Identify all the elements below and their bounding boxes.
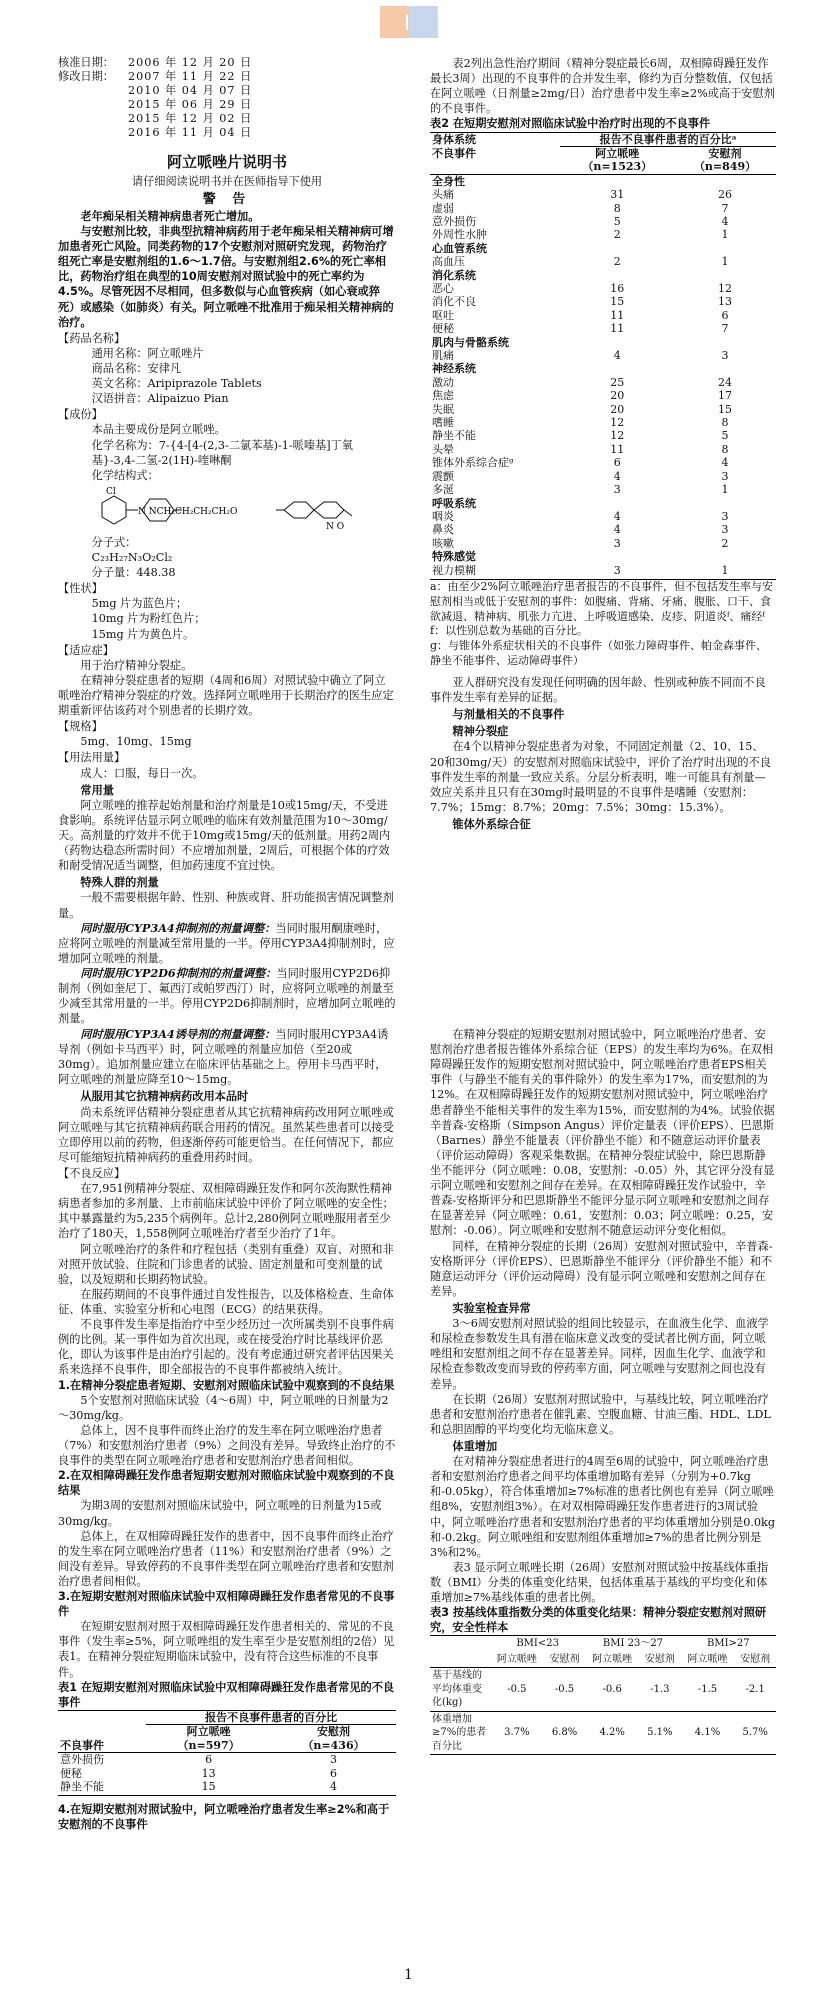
spec-value: 5mg、10mg、15mg — [80, 735, 192, 749]
dosage-text: 一般不需要根据年龄、性别、种族或肾、肝功能损害情况调整剂量。 — [58, 891, 394, 920]
table-row-label: 肌痛 — [432, 349, 454, 363]
table1-header-placebo: 安慰剂 — [317, 1725, 351, 1739]
table3-cell: 5.7% — [742, 1727, 768, 1739]
table-category-row — [430, 362, 776, 375]
dosage-heading: 特殊人群的剂量 — [80, 876, 159, 890]
adverse-events-table-1 — [58, 1710, 396, 1793]
subsection-heading-2: 2.在双相障碍躁狂发作患者短期安慰剂对照临床试验中观察到的不良结果 — [58, 1469, 395, 1498]
table2-header-aripiprazole-n: （n=1523） — [582, 160, 653, 174]
table-cell: 3 — [613, 536, 621, 550]
subsection-text: 总体上，在双相障碍躁狂发作的患者中，因不良事件而终止治疗的发生率在阿立哌唑治疗患者（11%）和安慰剂治疗患者（9%）之间没有差异。导致停药的不良事件类型在阿立哌唑治疗患者和安慰剂治疗患者间相似。 — [58, 1529, 394, 1588]
table-cell: 1 — [721, 483, 729, 497]
table2-header-aripiprazole: 阿立哌唑 — [595, 146, 640, 160]
table-row-label: 便秘 — [432, 322, 454, 336]
table-cell: 13 — [201, 1766, 216, 1780]
chemical-name: 化学名称为：7-{4-[4-(2,3-二氯苯基)-1-哌嗪基]丁氧基}-3,4-二氢-2(1H)-喹啉酮 — [91, 438, 353, 467]
warning-lead: 老年痴呆相关精神病患者死亡增加。 — [80, 209, 260, 223]
table-row-label: 嗜睡 — [432, 416, 454, 430]
column-top-right — [430, 56, 776, 832]
dosage-text: 当同时服用CYP3A4诱导剂（例如卡马西平）时，阿立哌唑的剂量应加倍（至20或30mg）。追加剂量应建立在临床评估基础之上。停用卡马西平时，阿立哌唑的剂量应降至10～15mg。 — [58, 1028, 389, 1087]
table-cell: 6 — [613, 456, 621, 470]
table-cell: 3 — [613, 563, 621, 577]
table3-title: 表3 按基线体重指数分类的体重变化结果：精神分裂症安慰剂对照研究，安全性样本 — [430, 1606, 767, 1635]
table-row-label: 呼吸系统 — [432, 496, 476, 510]
table-cell: 17 — [718, 389, 733, 403]
generic-name: 通用名称：阿立哌唑片 — [91, 346, 204, 360]
main-ingredient: 本品主要成份是阿立哌唑。 — [91, 423, 226, 437]
table-row-label: 多涎 — [432, 483, 454, 497]
molecular-weight: 分子量：448.38 — [91, 566, 176, 580]
table-row — [430, 255, 776, 268]
switch-heading: 从服用其它抗精神病药改用本品时 — [80, 1090, 249, 1104]
table-cell: 24 — [718, 375, 733, 389]
trade-name: 商品名称：安律凡 — [91, 362, 182, 375]
table3-group-bmi-low: BMI<23 — [516, 1638, 559, 1650]
cyp2d6-inhibitor-heading: 同时服用CYP2D6抑制剂的剂量调整： — [80, 965, 277, 980]
table-row-label: 消化不良 — [432, 295, 476, 309]
table3-cell: 6.8% — [551, 1727, 578, 1739]
revision-date-label: 修改日期： — [58, 70, 114, 83]
section-label-dosage: 【用法用量】 — [58, 751, 126, 765]
table-category-row — [430, 242, 776, 255]
dosage-text: 成人：口服，每日一次。 — [80, 766, 204, 780]
table-row — [430, 202, 776, 215]
subsection-heading-4: 4.在短期安慰剂对照试验中，阿立哌唑治疗患者发生率≥2%和高于安慰剂的不良事件 — [58, 1803, 390, 1832]
struct-nh-label: N O — [326, 521, 345, 532]
adverse-text: 在服药期间的不良事件通过自发性报告，以及体格检查、生命体征、体重、实验室分析和心电图（ECG）的结果获得。 — [58, 1287, 394, 1316]
eps-text: 同样，在精神分裂症的长期（26周）安慰剂对照试验中，辛普森-安格斯评分（评价EPS）、巴恩斯静坐不能评分（评价静坐不能）和不随意运动评分（评价运动障碍）没有显示阿立哌唑和安慰剂之间存在差异。 — [430, 1239, 773, 1298]
table-row — [430, 537, 776, 550]
document-title: 阿立哌唑片说明书 — [166, 153, 287, 171]
table-cell: 20 — [610, 389, 625, 403]
table2-header-placebo-n: （n=849） — [693, 160, 757, 174]
table-cell: 4 — [613, 523, 621, 537]
struct-cl-label: Cl — [106, 486, 116, 497]
table1-header-placebo-n: （n=436） — [302, 1738, 365, 1752]
table-row — [430, 215, 776, 228]
table-cell: 12 — [610, 429, 625, 443]
subsection-text: 在短期安慰剂对照于双相障碍躁狂发作患者相关的、常见的不良事件（发生率≥5%，阿立哌唑组的发生率至少是安慰剂组的2倍）见表1。在精神分裂症短期临床试验中，没有符合这些标准的不良事件。 — [58, 1620, 395, 1679]
struct-chain-label: N NCH₂CH₂CH₂CH₂O — [138, 506, 238, 517]
section-label-name: 【药品名称】 — [58, 331, 126, 345]
table-row — [430, 376, 776, 389]
table-row-label: 意外损伤 — [60, 1753, 104, 1767]
weight-heading: 体重增加 — [452, 1439, 498, 1453]
table3-cell: 5.1% — [647, 1727, 673, 1739]
table2-footnote-a: a：由至少2%阿立哌唑治疗患者报告的不良事件，但不包括发生率与安慰剂相当或低于安慰剂的事件：如腹痛、背痛、牙痛、腹胀、口干、食欲减退、精神病、肌张力亢进、上呼吸道感染、皮疹、阴道炎ᶠ、痛经ᶠ — [430, 579, 774, 623]
table-cell: 16 — [610, 282, 625, 296]
table-row — [430, 389, 776, 402]
dosage-text: 当同时服用CYP2D6抑制剂（例如奎尼丁、氟西汀或帕罗西汀）时，应将阿立哌唑的剂量至少减至其常用量的一半。停用CYP2D6抑制剂时，应增加阿立哌唑的剂量。 — [58, 966, 396, 1026]
table-cell: 11 — [610, 442, 625, 456]
warning-body: 与安慰剂比较，非典型抗精神病药用于老年痴呆相关精神病可增加患者死亡风险。同类药物的17个安慰剂对照研究发现，药物治疗组死亡率是安慰剂组的1.6～1.7倍。与安慰剂组2.6%的死亡率相比，药物治疗组在典型的10周安慰剂对照试验中的死亡率约为4.5%。尽管死因不尽相同，但多数似与心血管疾病（如心衰或猝死）或感染（如肺炎）有关。阿立哌唑不批准用于痴呆相关精神病的治疗。 — [58, 225, 394, 329]
table-cell: 4 — [613, 349, 621, 363]
table-row — [430, 282, 776, 295]
table-cell: 2 — [613, 255, 621, 269]
table2-header-event: 不良事件 — [432, 146, 476, 160]
formula-label: 分子式： — [91, 535, 137, 549]
table-cell: 20 — [610, 402, 625, 416]
table1-header-percent: 报告不良事件患者的百分比 — [146, 1710, 396, 1724]
molecular-formula: C₂₃H₂₇N₃O₂Cl₂ — [91, 550, 173, 564]
revision-date: 2007 年 11 月 22 日 — [128, 70, 253, 83]
table-row — [430, 510, 776, 523]
table2-intro: 表2列出急性治疗期间（精神分裂症最长6周，双相障碍躁狂发作最长3周）出现的不良事件的合并发生率，修约为百分整数值，仅包括在阿立哌唑（日剂量≥2mg/日）治疗患者中发生率≥2%或高于安慰剂的不良事件。 — [430, 57, 775, 116]
subsection-text: 总体上，因不良事件而终止治疗的发生率在阿立哌唑治疗患者（7%）和安慰剂治疗患者（9%）之间没有差异。导致终止治疗的不良事件的类型在阿立哌唑治疗患者和安慰剂治疗患者间相似。 — [58, 1423, 396, 1468]
table-row-label: 失眠 — [432, 402, 454, 416]
table2-header-placebo: 安慰剂 — [708, 146, 742, 160]
table-row-label: 高血压 — [432, 255, 465, 269]
table-row-label: 激动 — [432, 375, 454, 389]
adverse-text: 阿立哌唑治疗的条件和疗程包括（类别有重叠）双盲、对照和非对照开放试验、住院和门诊患者的试验、固定剂量和可变剂量的试验，以及短期和长期药物试验。 — [58, 1242, 394, 1286]
table-cell: 4 — [613, 469, 621, 483]
table-row — [430, 188, 776, 201]
table-category-row — [430, 269, 776, 282]
table-cell: 6 — [721, 308, 729, 322]
table3-cell: 3.7% — [504, 1727, 530, 1739]
table-cell: 11 — [610, 322, 625, 336]
table-row-label: 视力模糊 — [432, 563, 476, 577]
table-row — [430, 349, 776, 362]
table-row — [58, 1780, 396, 1793]
table-cell: 15 — [201, 1779, 216, 1793]
column-bottom-right — [430, 1027, 776, 1755]
table2-header-percent: 报告不良事件患者的百分比ᵃ — [560, 132, 776, 146]
table-cell: 3 — [613, 483, 621, 497]
table1-header-aripiprazole: 阿立哌唑 — [186, 1725, 231, 1739]
table3-header-placebo: 安慰剂 — [549, 1653, 580, 1665]
table-cell: 8 — [721, 416, 729, 430]
dosage-text: 阿立哌唑的推荐起始剂量和治疗剂量是10或15mg/天，不受进食影响。系统评估显示阿立哌唑的临床有效剂量范围为10～30mg/天。高剂量的疗效并不优于10mg或15mg/天的低剂量。用药2周内（药物达稳态所需时间）不应增加剂量，2周后，可根据个体的疗效和耐受情况适当调整，但加药速度不宜过快。 — [58, 798, 391, 873]
revision-date: 2016 年 11 月 04 日 — [128, 126, 253, 139]
table3-group-bmi-high: BMI>27 — [706, 1638, 750, 1650]
table-row — [430, 228, 776, 241]
table-cell: 4 — [721, 456, 729, 470]
dose-related-text: 在4个以精神分裂症患者为对象，不同固定剂量（2、10、15、20和30mg/天）的安慰剂对照临床试验中，评价了治疗时出现的不良事件发生率的剂量一致应关系。分层分析表明，唯一可能具有剂量—效应关系并且只有在30mg时最明显的不良事件是嗜睡（安慰剂：7.7%；15mg：8.7%；20mg：7.5%；30mg：15.3%）。 — [430, 740, 771, 814]
table3-header-aripiprazole: 阿立哌唑 — [592, 1653, 633, 1665]
table-cell: 1 — [721, 228, 729, 242]
table-row — [430, 523, 776, 536]
subsection-text: 5个安慰剂对照临床试验（4～6周）中，阿立哌唑的日剂量为2～30mg/kg。 — [58, 1393, 389, 1422]
table2-header-system: 身体系统 — [432, 133, 476, 147]
column-bottom-left — [58, 1027, 396, 1833]
table-cell: 5 — [613, 214, 621, 228]
table-row — [430, 456, 776, 469]
english-name: 英文名称：Aripiprazole Tablets — [91, 377, 262, 391]
subsection-heading-1: 1.在精神分裂症患者短期、安慰剂对照临床试验中观察到的不良结果 — [58, 1378, 395, 1392]
section-label-appearance: 【性状】 — [58, 582, 103, 596]
chemical-structure-diagram — [80, 485, 396, 533]
table-row-label: 消化系统 — [432, 268, 476, 282]
adverse-events-table-2 — [430, 132, 776, 577]
table3-cell: -0.6 — [602, 1683, 622, 1695]
switch-text: 尚未系统评估精神分裂症患者从其它抗精神病药改用阿立哌唑或阿立哌唑与其它抗精神病药联合用药的情况。虽然某些患者可以接受立即停用以前的药物，但逐渐停药可能更恰当。在任何情况下，都应尽可能缩短抗精神病药的重叠用药时间。 — [58, 1105, 394, 1164]
table-row-label: 特殊感觉 — [432, 550, 476, 564]
table-row — [58, 1753, 396, 1767]
table-category-row — [430, 336, 776, 349]
approval-date-label: 核准日期： — [58, 56, 114, 69]
table-row-label: 虚弱 — [432, 201, 454, 215]
table-row-label: 头晕 — [432, 442, 454, 456]
table-row — [430, 564, 776, 577]
table-row-label: 全身性 — [432, 174, 465, 188]
table-cell: 1 — [721, 255, 729, 269]
section-label-adverse: 【不良反应】 — [58, 1166, 126, 1180]
dose-related-heading: 与剂量相关的不良事件 — [452, 708, 565, 722]
cyp3a4-inducer-heading: 同时服用CYP3A4诱导剂的剂量调整： — [80, 1027, 276, 1041]
table-row — [430, 309, 776, 322]
table3-header-placebo: 安慰剂 — [740, 1653, 771, 1665]
table-cell: 2 — [721, 536, 729, 550]
table3-header-placebo: 安慰剂 — [644, 1653, 675, 1665]
table-row-label: 咽炎 — [432, 509, 454, 523]
table-row-label: 焦虑 — [432, 389, 454, 403]
table-cell: 15 — [718, 402, 733, 416]
table-cell: 3 — [721, 509, 729, 523]
table3-header-aripiprazole: 阿立哌唑 — [687, 1653, 728, 1665]
table-row-label: 咳嗽 — [432, 536, 454, 550]
dosage-heading: 常用量 — [80, 783, 114, 797]
table-category-row — [430, 550, 776, 563]
table-category-row — [430, 497, 776, 510]
indication-text: 用于治疗精神分裂症。 — [80, 658, 193, 672]
table-row — [430, 416, 776, 429]
table-row — [430, 295, 776, 308]
table1-header-event: 不良事件 — [60, 1738, 104, 1752]
table3-group-bmi-mid: BMI 23～27 — [602, 1638, 664, 1650]
appearance-line: 15mg 片为黄色片。 — [91, 627, 195, 641]
table-row — [58, 1767, 396, 1780]
table-cell: 12 — [610, 416, 625, 430]
eps-heading: 锥体外系综合征 — [452, 818, 531, 831]
table-cell: 4 — [330, 1779, 338, 1793]
table3-cell: -0.5 — [554, 1683, 575, 1695]
table-row-label: 静坐不能 — [432, 429, 476, 443]
cyp3a4-inhibitor-heading: 同时服用CYP3A4抑制剂的剂量调整： — [80, 920, 276, 935]
table-cell: 1 — [721, 563, 729, 577]
table-cell: 26 — [718, 188, 733, 202]
table-cell: 31 — [610, 188, 625, 202]
subsection-text: 为期3周的安慰剂对照临床试验中，阿立哌唑的日剂量为15或30mg/kg。 — [58, 1499, 382, 1528]
table3-intro: 表3 显示阿立哌唑长期（26周）安慰剂对照试验中按基线体重指数（BMI）分类的体重变化结果，包括体重基于基线的平均变化和体重增加≥7%基线体重的患者比例。 — [430, 1560, 769, 1605]
table-row-label: 鼻炎 — [432, 523, 454, 537]
dosage-text: 当同时服用酮康唑时，应将阿立哌唑的剂量减至常用量的一半。停用CYP3A4抑制剂时，应增加阿立哌唑的剂量。 — [58, 921, 395, 965]
schizophrenia-heading: 精神分裂症 — [452, 725, 509, 739]
table3-cell: -0.5 — [507, 1683, 527, 1695]
table-cell: 8 — [721, 442, 729, 456]
eps-text: 在精神分裂症的短期安慰剂对照试验中，阿立哌唑治疗患者、安慰剂治疗患者报告锥体外系综合征（EPS）的发生率均为6%。在双相障碍躁狂发作的短期安慰剂对照试验中，阿立哌唑治疗患者EPS相关事件（与静坐不能有关的事件除外）的发生率为17%，而安慰剂的为12%。在双相障碍躁狂发作的短期安慰剂对照试验中，阿立哌唑治疗患者静坐不能相关事件的发生率为15%，而安慰剂的为4%。试验依据辛普森-安格斯（Simpson Angus）评价定量表（评价EPS）、巴恩斯（Barnes）静坐不能量表（评价静坐不能）和不随意运动评价量表（评价运动障碍）客观采集数据。在精神分裂症试验中，除巴恩斯静坐不能评分（阿立哌唑：0.08，安慰剂：-0.05）外，其它评分没有显示阿立哌唑和安慰剂之间存在差异。在双相障碍躁狂发作试验中，辛普森-安格斯评分和巴恩斯静坐不能评分显示阿立哌唑和安慰剂之间存在显著差异（阿立哌唑：0.61，安慰剂：0.03；阿立哌唑：0.25，安慰剂：-0.06）。阿立哌唑和安慰剂不随意运动评分变化相似。 — [430, 1028, 775, 1238]
table-row — [430, 483, 776, 496]
lab-text: 在长期（26周）安慰剂对照试验中，与基线比较，阿立哌唑治疗患者和安慰剂治疗患者在催乳素、空腹血糖、甘油三酯、HDL、LDL和总胆固醇的平均变化均无临床意义。 — [430, 1392, 771, 1436]
table-row-label: 外周性水肿 — [432, 228, 487, 242]
table-cell: 11 — [610, 308, 625, 322]
structure-label: 化学结构式： — [91, 468, 159, 482]
table-row — [430, 470, 776, 483]
revision-date: 2015 年 12 月 02 日 — [128, 112, 253, 125]
table-cell: 6 — [205, 1753, 213, 1767]
warning-heading: 警 告 — [202, 192, 252, 208]
table2-footnote-g: g：与锥体外系症状相关的不良事件（如张力障碍事件、帕金森事件、静坐不能事件、运动障碍事件） — [430, 639, 768, 668]
table3-cell: -1.3 — [650, 1683, 670, 1695]
subsection-heading-3: 3.在短期安慰剂对照临床试验中双相障碍躁狂发作患者常见的不良事件 — [58, 1590, 395, 1619]
table-cell: 8 — [613, 201, 621, 215]
weight-text: 在对精神分裂症患者进行的4周至6周的试验中，阿立哌唑治疗患者和安慰剂治疗患者之间平均体重增加略有差异（分别为+0.7kg和-0.05kg），符合体重增加≥7%标准的患者比例也有差异（阿立哌唑组8%，安慰剂组3%）。在对双相障碍躁狂发作患者进行的3周试验中，阿立哌唑治疗患者和安慰剂治疗患者的平均体重增加分别是0.0kg和-0.2kg。阿立哌唑组和安慰剂组体重增加≥7%的患者比例分别是3%和2%。 — [430, 1455, 775, 1559]
table3-row-label: 体重增加≥7%的患者百分比 — [432, 1713, 487, 1752]
table-row-label: 呕吐 — [432, 308, 454, 322]
publisher-logo — [380, 6, 438, 38]
table1-header-aripiprazole-n: （n=597） — [177, 1738, 240, 1752]
table-cell: 12 — [718, 282, 733, 296]
table-cell: 4 — [613, 509, 621, 523]
table-row-label: 肌肉与骨骼系统 — [432, 335, 509, 349]
table-cell: 13 — [718, 295, 733, 309]
document-subtitle: 请仔细阅读说明书并在医师指导下使用 — [131, 175, 323, 189]
table-category-row — [430, 174, 776, 188]
table-cell: 3 — [330, 1753, 338, 1767]
table3-cell: 4.1% — [694, 1727, 721, 1739]
table-cell: 6 — [330, 1766, 338, 1780]
table3-row-label: 基于基线的平均体重变化(kg) — [432, 1670, 482, 1709]
lab-text: 3～6周安慰剂对照试验的组间比较显示，在血液生化学、血液学和尿检查参数发生具有潜在临床意义改变的受试者比例方面，阿立哌唑组和安慰剂组之间不存在显著差异。同样，因血生化学、血液学和尿检查参数改变而导致的停药率方面，阿立哌唑与安慰剂之间也没有差异。 — [430, 1317, 769, 1391]
table-cell: 3 — [721, 469, 729, 483]
table1-title: 表1 在短期安慰剂对照临床试验中双相障碍躁狂发作患者常见的不良事件 — [58, 1680, 395, 1709]
table-cell: 25 — [610, 375, 625, 389]
table2-title: 表2 在短期安慰剂对照临床试验中治疗时出现的不良事件 — [430, 117, 711, 131]
indication-text: 在精神分裂症患者的短期（4周和6周）对照试验中确立了阿立哌唑治疗精神分裂症的疗效。选择阿立哌唑用于长期治疗的医生应定期重新评估该药对个别患者的长期疗效。 — [58, 673, 394, 718]
lab-heading: 实验室检查异常 — [452, 1301, 531, 1315]
table-cell: 7 — [721, 322, 729, 336]
table-row-label: 头痛 — [432, 188, 454, 202]
adverse-text: 在7,951例精神分裂症、双相障碍躁狂发作和阿尔茨海默性精神病患者参加的多剂量、上市前临床试验中评价了阿立哌唑的安全性；其中暴露量约为5,235个病例年。总计2,280例阿立哌唑服用者至少治疗了180天，1,558例阿立哌唑治疗者至少治疗了1年。 — [58, 1182, 394, 1241]
adverse-text: 不良事件发生率是指治疗中至少经历过一次所属类别不良事件病例的比例。某一事件如为首次出现，或在接受治疗时比基线评价恶化，即认为该事件是由治疗引起的。没有考虑通过研究者评估因果关系来选择不良事件，即全部报告的不良事件都被纳入统计。 — [58, 1318, 394, 1377]
table-row-label: 锥体外系综合症ᵍ — [432, 456, 514, 470]
revision-date: 2010 年 04 月 07 日 — [128, 84, 253, 97]
table-row-label: 震颤 — [432, 469, 454, 483]
demographics-text: 亚人群研究没有发现任何明确的因年龄、性别或种族不同而不良事件发生率有差异的证据。 — [430, 676, 766, 705]
appearance-line: 10mg 片为粉红色片； — [91, 612, 206, 626]
section-label-indication: 【适应症】 — [58, 643, 114, 657]
table-cell: 15 — [610, 295, 625, 309]
table-cell: 3 — [721, 349, 729, 363]
section-label-spec: 【规格】 — [58, 720, 103, 734]
table-row-label: 便秘 — [60, 1766, 82, 1780]
table-row-label: 静坐不能 — [60, 1779, 104, 1793]
table-cell: 2 — [613, 228, 621, 242]
table-row — [430, 429, 776, 442]
logo-letter: I — [404, 11, 410, 35]
table-row — [430, 322, 776, 335]
appearance-line: 5mg 片为蓝色片； — [91, 597, 188, 611]
table3-cell: 4.2% — [599, 1727, 625, 1739]
weight-change-table-3 — [430, 1635, 776, 1755]
table-row-label: 心血管系统 — [432, 241, 487, 255]
table-row-label: 意外损伤 — [432, 214, 476, 228]
table3-cell: -2.1 — [745, 1683, 765, 1695]
column-top-left — [58, 56, 396, 1026]
table-cell: 7 — [721, 201, 729, 215]
table-row — [430, 403, 776, 416]
table2-footnote-f: f：以性别总数为基础的百分比。 — [430, 624, 589, 638]
table-row-label: 神经系统 — [432, 362, 476, 376]
table-cell: 4 — [721, 214, 729, 228]
pinyin-name: 汉语拼音：Alipaizuo Pian — [91, 392, 229, 406]
approval-date: 2006 年 12 月 20 日 — [128, 56, 253, 69]
table-cell: 3 — [721, 523, 729, 537]
date-block — [58, 56, 396, 140]
page-number: 1 — [404, 1967, 413, 1983]
table-row-label: 恶心 — [432, 282, 454, 296]
table3-cell: -1.5 — [697, 1683, 718, 1695]
table-cell: 5 — [721, 429, 729, 443]
revision-date: 2015 年 06 月 29 日 — [128, 98, 253, 111]
section-label-ingredients: 【成份】 — [58, 408, 103, 422]
table-row — [430, 443, 776, 456]
table3-header-aripiprazole: 阿立哌唑 — [496, 1653, 537, 1665]
